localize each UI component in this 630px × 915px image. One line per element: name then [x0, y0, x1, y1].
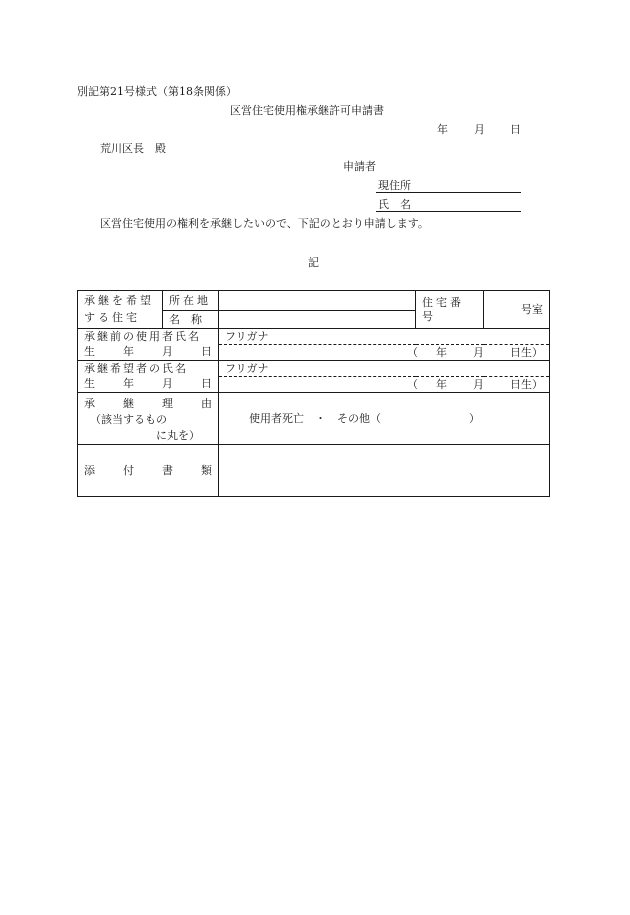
housing-label-line1: 承継を希望	[84, 294, 154, 308]
successor-furigana-field[interactable]	[219, 361, 550, 377]
room-suffix: 号室	[521, 302, 543, 316]
prev-user-name-label: 承継前の使用者氏名	[78, 329, 219, 345]
form-title: 区営住宅使用権承継許可申請書	[230, 104, 384, 117]
housing-name-field[interactable]	[219, 311, 416, 329]
name-label: 氏 名	[378, 198, 411, 211]
room-number-field[interactable]	[484, 291, 550, 329]
prev-user-furigana-field[interactable]	[219, 329, 550, 345]
housing-label-cell	[78, 291, 163, 329]
addressee: 荒川区長 殿	[100, 142, 166, 155]
address-label: 現住所	[378, 179, 411, 192]
reason-options-field[interactable]	[219, 393, 550, 445]
name-underline	[376, 211, 521, 212]
housing-label-line2: する住宅	[84, 311, 140, 324]
attachments-field[interactable]	[219, 445, 550, 497]
successor-birth-label: 生 年 月 日	[78, 377, 219, 393]
successor-name-birth-field[interactable]: （ 年 月 日生）	[219, 377, 550, 393]
statement: 区営住宅使用の権利を承継したいので、下記のとおり申請します。	[100, 217, 429, 230]
form-number: 別記第21号様式（第18条関係）	[77, 85, 237, 98]
reason-note-line2: に丸を）	[156, 428, 200, 442]
location-field[interactable]	[219, 291, 416, 311]
prev-user-birth-label: 生 年 月 日	[78, 345, 219, 361]
application-table	[77, 290, 550, 497]
applicant-label: 申請者	[343, 160, 376, 173]
location-label: 所在地	[163, 291, 219, 311]
reason-label-cell: 承 継 理 由 （該当するもの に丸を）	[78, 393, 219, 445]
address-underline	[376, 192, 521, 193]
reason-options: 使用者死亡 ・ その他（ ）	[249, 411, 480, 425]
unit-number-label: 住宅番号	[416, 291, 484, 329]
successor-name-label: 承継希望者の氏名	[78, 361, 219, 377]
housing-name-label: 名 称	[163, 311, 219, 329]
ki-marker: 記	[308, 256, 319, 269]
date-year: 年	[437, 123, 448, 136]
date-day: 日	[510, 123, 521, 136]
attachments-label-cell: 添 付 書 類	[78, 445, 219, 497]
date-month: 月	[474, 123, 485, 136]
reason-note-line1: （該当するもの	[90, 412, 167, 426]
prev-user-name-birth-field[interactable]: （ 年 月 日生）	[219, 345, 550, 361]
furigana-label: フリガナ	[225, 361, 269, 375]
furigana-label: フリガナ	[225, 329, 269, 343]
